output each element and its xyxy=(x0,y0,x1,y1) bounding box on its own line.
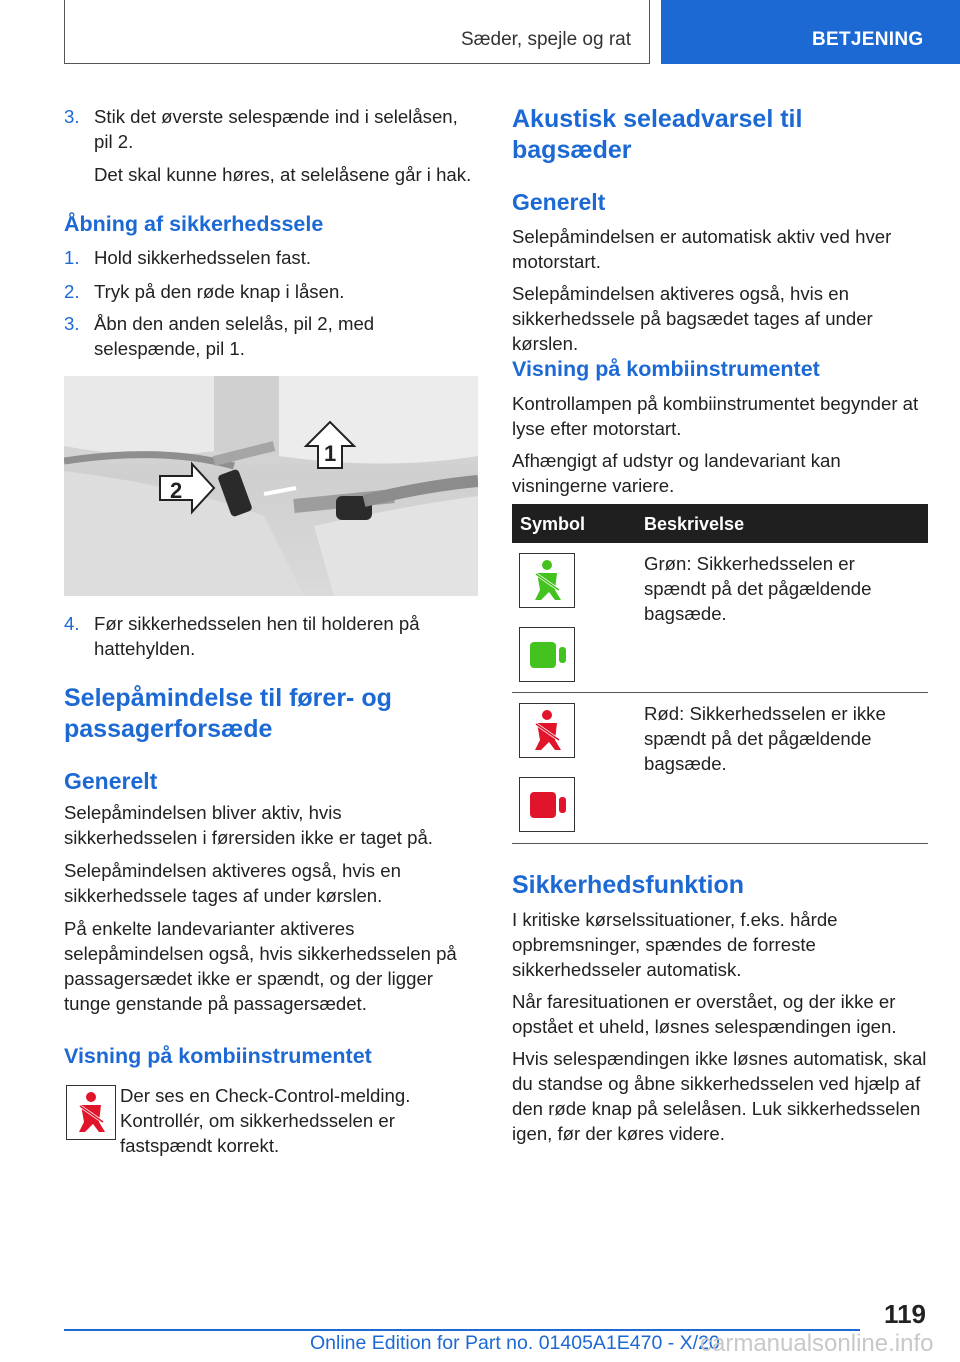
general-paragraph-r1: Selepåmindelsen er automatisk aktiv ved hver motorstart. xyxy=(512,226,892,272)
column-header-description: Beskrivelse xyxy=(644,514,745,534)
general-paragraph-2: Selepåmindelsen aktiveres også, hvis en sikkerhedssele tages af under kørslen. xyxy=(64,860,401,906)
seatbelt-fastened-icon xyxy=(519,553,575,608)
display-text-left: Der ses en Check-Control-melding. Kontrollér, om sikkerhedsselen er fastspændt korrekt. xyxy=(120,1085,411,1156)
step-text: Før sikkerhedsselen hen til holderen på hattehylden. xyxy=(94,613,420,659)
step-number: 1. xyxy=(64,247,80,268)
step-text: Hold sikkerhedsselen fast. xyxy=(94,247,312,268)
general-paragraph-r2: Selepåmindelsen aktiveres også, hvis en sikkerhedssele på bagsædet tages af under kørslen. xyxy=(512,283,873,354)
watermark: carmanualsonline.info xyxy=(700,1330,934,1357)
step-text: Tryk på den røde knap i låsen. xyxy=(94,281,345,302)
acoustic-heading: Akustisk seleadvarsel til bagsæder xyxy=(512,105,803,164)
step-text: Åbn den anden selelås, pil 2, med selespænde, pil 1. xyxy=(94,313,375,359)
display-heading-right: Visning på kombiinstrumentet xyxy=(512,357,820,381)
chapter-tab[interactable] xyxy=(661,0,960,64)
seatbelt-buckle-photo xyxy=(64,376,478,596)
display-paragraph-r2: Afhængigt af udstyr og landevariant kan visningerne variere. xyxy=(512,450,841,496)
table-bottom-rule xyxy=(512,843,928,844)
table-row-1-description: Grøn: Sikkerhedsselen er spændt på det pågældende bagsæde. xyxy=(644,553,872,624)
reminder-heading: Selepåmindelse til fører- og passagerforsæde xyxy=(64,684,392,743)
seatbelt-warning-icon xyxy=(519,703,575,758)
table-row-divider xyxy=(512,692,928,693)
table-header xyxy=(512,504,928,543)
chapter-tab-label: BETJENING xyxy=(812,29,924,50)
table-row-2-description: Rød: Sikkerhedsselen er ikke spændt på det pågældende bagsæde. xyxy=(644,703,886,774)
safety-paragraph-3: Hvis selespændingen ikke løsnes automatisk, skal du standse og åbne sikkerhedsselen ved hjælp af den røde knap på selelåsen. Luk sikkerhedsselen igen, før der køres videre. xyxy=(512,1048,927,1144)
display-heading-left: Visning på kombiinstrumentet xyxy=(64,1044,372,1068)
step-number: 4. xyxy=(64,613,80,634)
step-number: 3. xyxy=(64,313,80,334)
general-heading-left: Generelt xyxy=(64,768,158,794)
section-title: Sæder, spejle og rat xyxy=(460,29,631,50)
rear-seat-green-indicator-icon xyxy=(519,627,575,682)
arrow-1-label: 1 xyxy=(324,441,337,466)
arrow-2-label: 2 xyxy=(170,478,183,503)
step-note: Det skal kunne høres, at selelåsene går i hak. xyxy=(94,164,472,185)
display-paragraph-r1: Kontrollampen på kombiinstrumentet begynder at lyse efter motorstart. xyxy=(512,393,919,439)
general-paragraph-1: Selepåmindelsen bliver aktiv, hvis sikkerhedsselen i førersiden ikke er taget på. xyxy=(64,802,433,848)
header-section-box xyxy=(64,0,650,64)
safety-heading: Sikkerhedsfunktion xyxy=(512,871,744,899)
general-paragraph-3: På enkelte landevarianter aktiveres selepåmindelsen også, hvis sikkerhedsselen på passagersædet ikke er spændt, og der ligger tunge genstande på passagersædet. xyxy=(64,918,457,1014)
page-number: 119 xyxy=(884,1299,926,1329)
general-heading-right: Generelt xyxy=(512,189,606,215)
safety-paragraph-1: I kritiske kørselssituationer, f.eks. hårde opbremsninger, spændes de forreste sikkerhedsseler automatisk. xyxy=(512,909,838,980)
step-number: 2. xyxy=(64,281,80,302)
seatbelt-warning-icon xyxy=(66,1085,116,1140)
seatbelt-buckle-illustration xyxy=(64,376,478,596)
opening-heading: Åbning af sikkerhedssele xyxy=(64,212,324,236)
rear-seat-red-indicator-icon xyxy=(519,777,575,832)
column-header-symbol: Symbol xyxy=(520,514,586,534)
safety-paragraph-2: Når faresituationen er overstået, og der ikke er opstået et uheld, løsnes selespændingen igen. xyxy=(512,991,897,1037)
step-number: 3. xyxy=(64,106,80,127)
step-text: Stik det øverste selespænde ind i selelåsen, pil 2. xyxy=(94,106,458,152)
edition-text: Online Edition for Part no. 01405A1E470 - X/20 xyxy=(310,1332,720,1354)
